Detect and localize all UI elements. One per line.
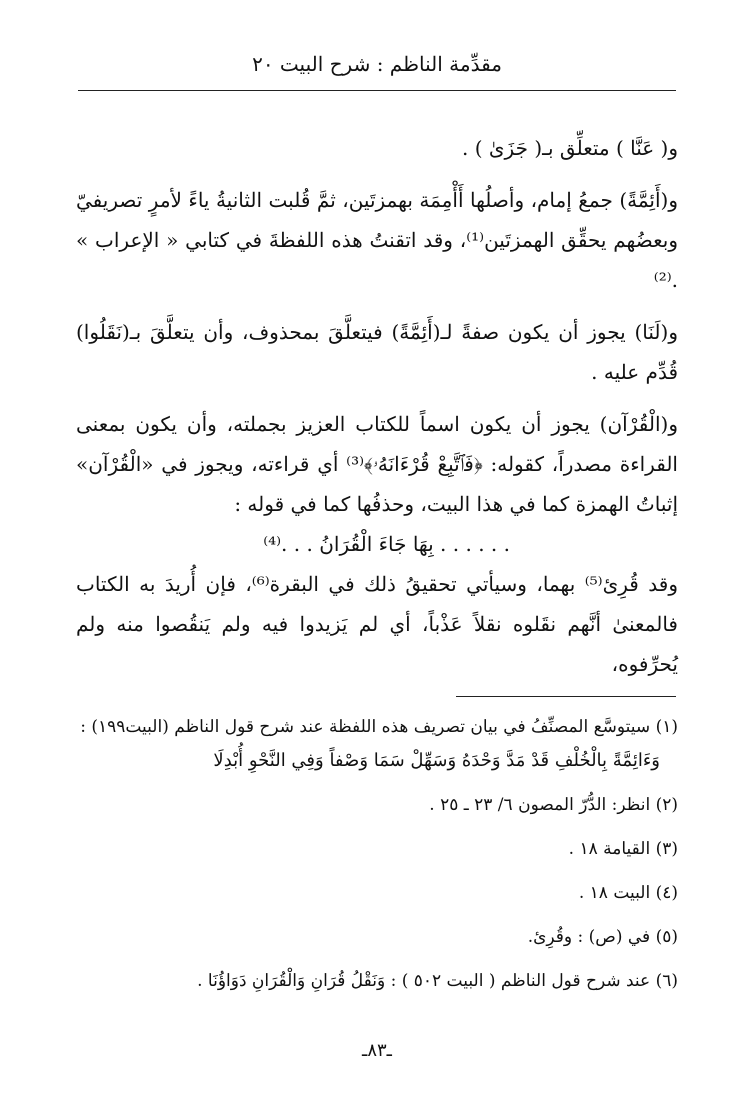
footnote-4: (٤) البيت ١٨ . <box>578 883 678 903</box>
page-number: ـ٨٣ـ <box>362 1040 392 1061</box>
footnote-2: (٢) انظر: الدُّرّ المصون ٦/ ٢٣ ـ ٢٥ . <box>429 795 678 815</box>
footnote-5: (٥) في (ص) : وقُرِئ. <box>527 927 678 947</box>
header-rule <box>78 90 676 91</box>
main-text <box>76 128 678 696</box>
footnote-1: (١) سيتوسَّع المصنِّفُ في بيان تصريف هذه اللفظة عند شرح قول الناظم (البيت١٩٩) : <box>80 717 678 737</box>
running-header: مقدِّمة الناظم : شرح البيت ٢٠ <box>252 52 502 76</box>
paragraph-4: و(الْقُرْآن) يجوز أن يكون اسماً للكتاب العزيز بجملته، وأن يكون بمعنى القراءة مصدراً، كقوله: ﴿فَٱتَّبِعْ قُرْءَانَهُۥ﴾⁽³⁾ أي قراءته، ويجوز في «الْقُرْآن» إثباتُ الهمزة كما في هذا البيت، وحذفُها كما في قوله : <box>76 412 678 516</box>
footnote-6: (٦) عند شرح قول الناظم ( البيت ٥٠٢ ) : وَنَقْلُ قُرَانِ وَالْقُرَانِ دَوَاؤُنَا . <box>197 971 678 991</box>
footnote-1-poem: وَءَائِمَّةً بِالْخُلْفِ قَدْ مَدَّ وَحْدَهُ وَسَهِّلْ سَمَا وَصْفاً وَفِي النَّحْوِ أُبْدِلَا <box>213 750 660 771</box>
paragraph-1: و( عَنَّا ) متعلِّق بـ( جَزَىٰ ) . <box>462 136 678 160</box>
paragraph-5: وقد قُرِئ⁽⁵⁾ بهما، وسيأتي تحقيقُ ذلك في البقرة⁽⁶⁾، فإن أُريدَ به الكتاب فالمعنىٰ أنَّهم نقَلوه نقلاً عَذْباً، أي لم يَزيدوا فيه ولم يَنقُصوا منه ولم يُحرِّفوه، <box>76 572 678 676</box>
footnote-3: (٣) القيامة ١٨ . <box>568 839 678 859</box>
footnotes <box>76 712 678 1010</box>
footnote-rule <box>456 696 676 697</box>
paragraph-3: و(لَنَا) يجوز أن يكون صفةً لـ(أَئِمَّةً) فيتعلَّقَ بمحذوف، وأن يتعلَّقَ بـ(نَقَلُوا) قُدِّم عليه . <box>76 320 678 384</box>
quoted-verse: . . . . . . بِهَا جَاءَ الْقُرَانُ . . .⁽⁴⁾ <box>263 532 510 556</box>
paragraph-2: و(أَئِمَّةً) جمعُ إمام، وأصلُها أَأْمِمَة بهمزتَين، ثمَّ قُلبت الثانيةُ ياءً لأمرٍ تصريفيّ وبعضُهم يحقِّق الهمزتَين⁽¹⁾، وقد اتقنتُ هذه اللفظةَ في كتابي « الإعراب » .⁽²⁾ <box>76 188 678 292</box>
